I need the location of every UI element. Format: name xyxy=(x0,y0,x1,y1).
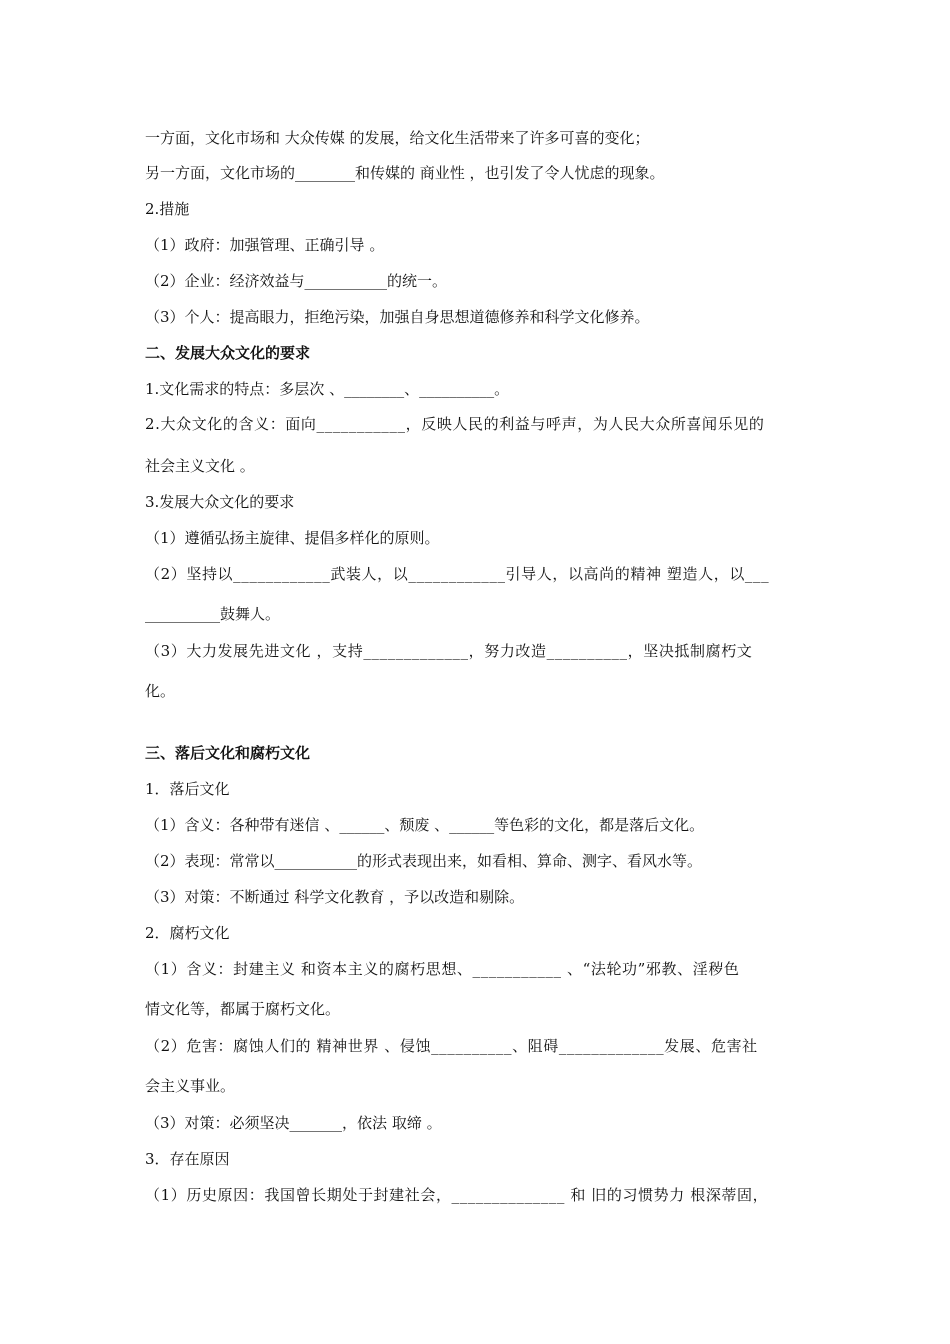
text-line: （1）含义：封建主义 和资本主义的腐朽思想、___________ 、“法轮功”邪教、淫秽色 xyxy=(145,960,740,978)
text-line: 1.文化需求的特点：多层次 、________、__________。 xyxy=(145,380,510,398)
text-line: 3．存在原因 xyxy=(145,1150,230,1168)
text-line: 情文化等，都属于腐朽文化。 xyxy=(145,1000,341,1018)
text-line: （1）遵循弘扬主旋律、提倡多样化的原则。 xyxy=(145,529,440,547)
text-line: （2）危害：腐蚀人们的 精神世界 、侵蚀__________、阻碍_____________发展、危害社 xyxy=(145,1037,758,1055)
text-line: 一方面，文化市场和 大众传媒 的发展，给文化生活带来了许多可喜的变化； xyxy=(145,129,650,147)
section-heading: 二、发展大众文化的要求 xyxy=(145,344,311,362)
text-line: __________鼓舞人。 xyxy=(145,605,281,623)
text-line: （2）坚持以____________武装人，以____________引导人，以高尚的精神 塑造人，以___ xyxy=(145,565,770,583)
text-line: （1）历史原因：我国曾长期处于封建社会，______________ 和 旧的习惯势力 根深蒂固， xyxy=(145,1186,769,1204)
text-line: （3）个人：提高眼力，拒绝污染，加强自身思想道德修养和科学文化修养。 xyxy=(145,308,650,326)
text-line: 1．落后文化 xyxy=(145,780,230,798)
text-line: （2）企业：经济效益与___________的统一。 xyxy=(145,272,448,290)
text-line: 2．腐朽文化 xyxy=(145,924,230,942)
text-line: （2）表现：常常以___________的形式表现出来，如看相、算命、测字、看风水等。 xyxy=(145,852,703,870)
text-line: 会主义事业。 xyxy=(145,1077,236,1095)
text-line: 社会主义文化 。 xyxy=(145,457,255,475)
text-line: （3）对策：必须坚决_______，依法 取缔 。 xyxy=(145,1114,442,1132)
text-line: （3）大力发展先进文化 ，支持_____________，努力改造__________，坚决抵制腐朽文 xyxy=(145,642,753,660)
text-line: 2.措施 xyxy=(145,200,190,218)
text-line: 另一方面，文化市场的________和传媒的 商业性 ，也引发了令人忧虑的现象。 xyxy=(145,164,665,182)
text-line: （3）对策：不断通过 科学文化教育 ，予以改造和剔除。 xyxy=(145,888,525,906)
section-heading: 三、落后文化和腐朽文化 xyxy=(145,744,311,762)
text-line: 化。 xyxy=(145,682,176,700)
text-line: （1）政府：加强管理、正确引导 。 xyxy=(145,236,385,254)
text-line: 3.发展大众文化的要求 xyxy=(145,493,295,511)
text-line: （1）含义：各种带有迷信 、______、颓废 、______等色彩的文化，都是落后文化。 xyxy=(145,816,705,834)
text-line: 2.大众文化的含义：面向___________，反映人民的利益与呼声，为人民大众所喜闻乐见的 xyxy=(145,415,765,433)
